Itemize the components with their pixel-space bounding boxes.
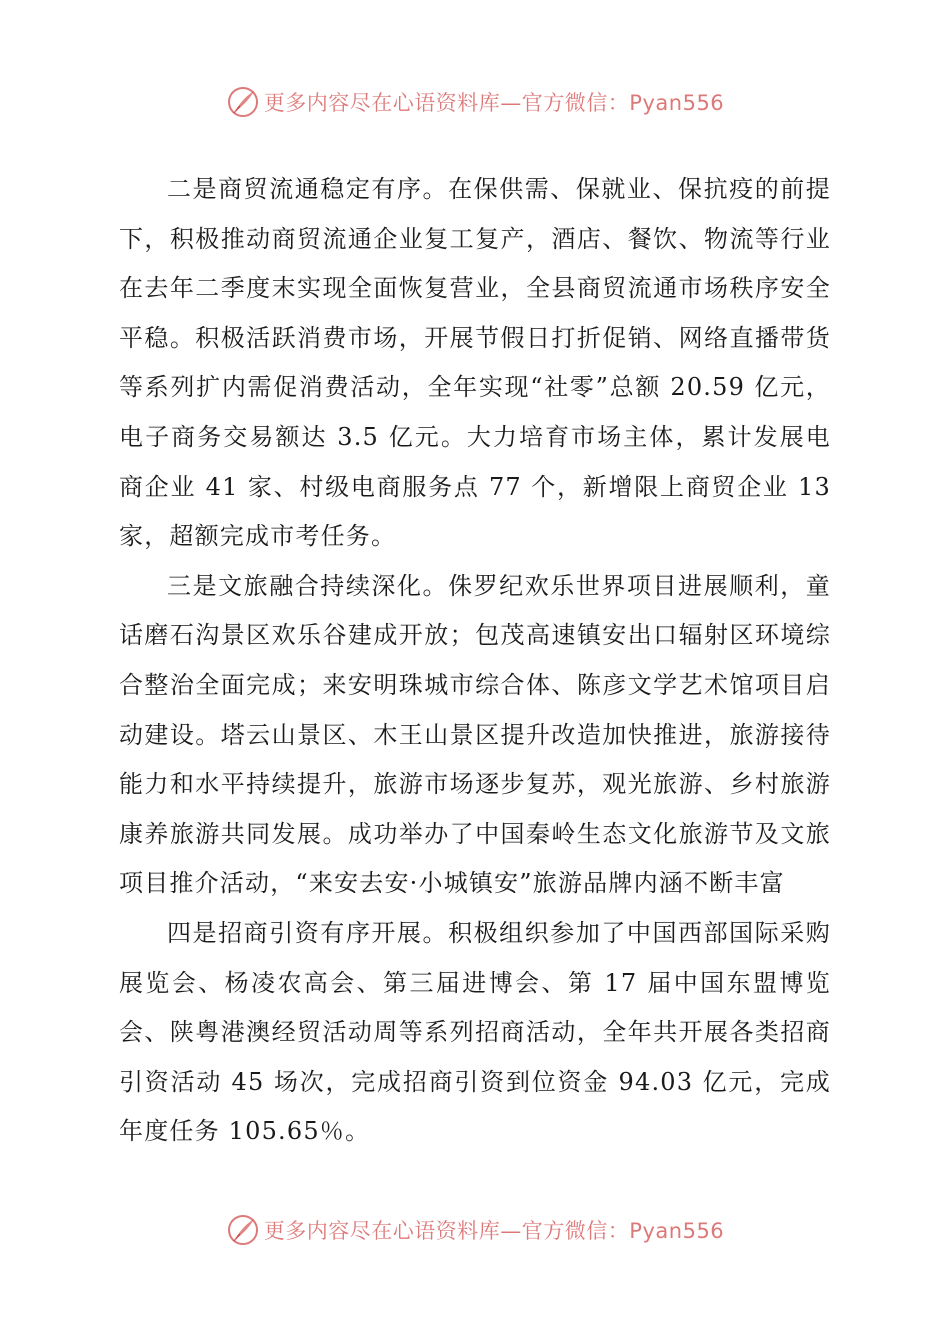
document-body bbox=[119, 165, 831, 1157]
paragraph-commerce: 二是商贸流通稳定有序。在保供需、保就业、保抗疫的前提下，积极推动商贸流通企业复工复产，酒店、餐饮、物流等行业在去年二季度末实现全面恢复营业，全县商贸流通市场秩序安全平稳。积极活跃消费市场，开展节假日打折促销、网络直播带货等系列扩内需促消费活动，全年实现“社零”总额 20.59 亿元，电子商务交易额达 3.5 亿元。大力培育市场主体，累计发展电商企业 41 家、村级电商服务点 77 个，新增限上商贸企业 13 家，超额完成市考任务。 bbox=[119, 175, 831, 551]
feather-pen-logo-icon bbox=[226, 85, 260, 119]
paragraph-investment: 四是招商引资有序开展。积极组织参加了中国西部国际采购展览会、杨凌农高会、第三届进博会、第 17 届中国东盟博览会、陕粤港澳经贸活动周等系列招商活动，全年共开展各类招商引资活动 45 场次，完成招商引资到位资金 94.03 亿元，完成年度任务 105.65％。 bbox=[119, 918, 831, 1146]
header-banner bbox=[0, 80, 950, 124]
banner-text: 更多内容尽在心语资料库—官方微信：Pyan556 bbox=[263, 1219, 725, 1243]
footer-banner bbox=[0, 1208, 950, 1252]
paragraph-tourism: 三是文旅融合持续深化。侏罗纪欢乐世界项目进展顺利，童话磨石沟景区欢乐谷建成开放；包茂高速镇安出口辐射区环境综合整治全面完成；来安明珠城市综合体、陈彦文学艺术馆项目启动建设。塔云山景区、木王山景区提升改造加快推进，旅游接待能力和水平持续提升，旅游市场逐步复苏，观光旅游、乡村旅游康养旅游共同发展。成功举办了中国秦岭生态文化旅游节及文旅项目推介活动，“来安去安·小城镇安”旅游品牌内涵不断丰富 bbox=[119, 571, 831, 898]
feather-pen-logo-icon bbox=[226, 1213, 260, 1247]
banner-text: 更多内容尽在心语资料库—官方微信：Pyan556 bbox=[263, 91, 725, 115]
